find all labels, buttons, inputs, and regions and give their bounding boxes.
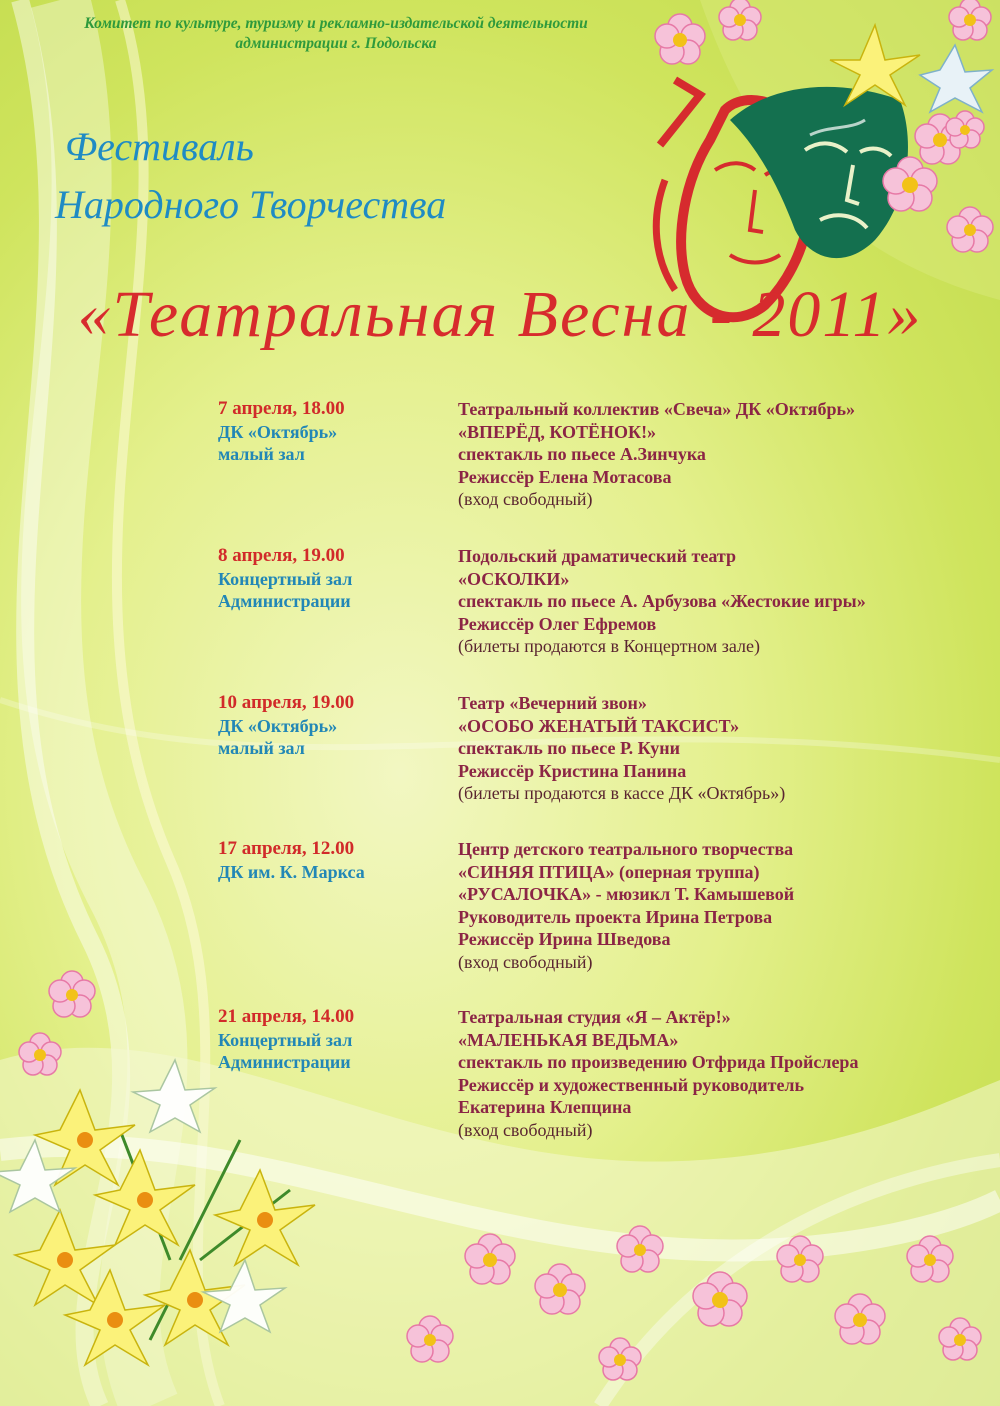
event-venue-block — [218, 398, 448, 466]
event-date: 17 апреля, 12.00 — [218, 838, 355, 859]
event-detail-line: «ОСОБО ЖЕНАТЫЙ ТАКСИСТ» — [458, 715, 740, 736]
event-note: (вход свободный) — [458, 489, 593, 509]
event-company: Театральная студия «Я – Актёр!» — [458, 1007, 731, 1027]
festival-line-2: Народного Творчества — [55, 182, 447, 227]
event-venue-block — [218, 838, 448, 883]
event-venue-line: ДК «Октябрь» — [218, 421, 338, 442]
festival-line-1: Фестиваль — [65, 124, 254, 169]
event-detail-line: «МАЛЕНЬКАЯ ВЕДЬМА» — [458, 1029, 679, 1050]
event-details-block — [458, 545, 978, 658]
event-detail-line: «СИНЯЯ ПТИЦА» (оперная труппа) — [458, 861, 760, 882]
event-detail-line: Режиссёр Елена Мотасова — [458, 466, 672, 487]
event-venue-block — [218, 545, 448, 613]
organizer-text — [0, 14, 672, 54]
event-venue-line: Концертный зал — [218, 568, 353, 589]
event-venue-line: Администрации — [218, 591, 351, 611]
festival-heading — [55, 118, 446, 234]
committee-line-1: Комитет по культуре, туризму и рекламно-издательской деятельности — [84, 15, 588, 32]
event-detail-line: «ВПЕРЁД, КОТЁНОК!» — [458, 421, 657, 442]
event-details-block — [458, 692, 978, 805]
event-date: 10 апреля, 19.00 — [218, 692, 355, 713]
festival-title: «Театральная Весна - 2011» — [77, 278, 923, 351]
event-venue-line: ДК им. К. Маркса — [218, 861, 365, 882]
event-detail-line: Режиссёр Кристина Панина — [458, 760, 687, 781]
flowers-top-right-icon — [640, 0, 1000, 290]
event-note: (вход свободный) — [458, 951, 593, 972]
committee-line-2: администрации г. Подольска — [235, 35, 437, 52]
event-detail-line: Руководитель проекта Ирина Петрова — [458, 906, 773, 927]
event-detail-line: Режиссёр Олег Ефремов — [458, 613, 657, 634]
event-detail-line: «ОСКОЛКИ» — [458, 568, 570, 589]
event-company: Театральный коллектив «Свеча» ДК «Октябрь» — [458, 399, 855, 419]
event-note: (билеты продаются в Концертном зале) — [458, 636, 760, 656]
event-venue-block — [218, 1006, 448, 1074]
event-date: 8 апреля, 19.00 — [218, 545, 345, 566]
event-detail-line: спектакль по пьесе Р. Куни — [458, 738, 681, 758]
event-date: 21 апреля, 14.00 — [218, 1006, 355, 1027]
event-detail-line: Режиссёр Ирина Шведова — [458, 929, 671, 949]
event-detail-line: спектакль по пьесе А. Арбузова «Жестокие игры» — [458, 591, 866, 611]
event-detail-line: «РУСАЛОЧКА» - мюзикл Т. Камышевой — [458, 884, 795, 904]
event-venue-line: Администрации — [218, 1052, 351, 1072]
event-details-block — [458, 838, 978, 973]
event-venue-line: малый зал — [218, 738, 305, 758]
event-note: (вход свободный) — [458, 1119, 593, 1140]
event-venue-block — [218, 692, 448, 760]
event-details-block — [458, 1006, 978, 1141]
event-venue-line: Концертный зал — [218, 1029, 353, 1050]
event-details-block — [458, 398, 978, 511]
event-company: Театр «Вечерний звон» — [458, 693, 647, 713]
event-detail-line: Режиссёр и художественный руководитель — [458, 1074, 805, 1095]
event-detail-line: спектакль по пьесе А.Зинчука — [458, 444, 706, 464]
event-company: Центр детского театрального творчества — [458, 839, 794, 859]
event-venue-line: малый зал — [218, 444, 305, 464]
event-detail-line: спектакль по произведению Отфрида Пройслера — [458, 1052, 859, 1072]
event-company: Подольский драматический театр — [458, 546, 736, 566]
event-venue-line: ДК «Октябрь» — [218, 715, 338, 736]
event-detail-line: Екатерина Клепцина — [458, 1097, 632, 1117]
event-date: 7 апреля, 18.00 — [218, 398, 345, 419]
event-note: (билеты продаются в кассе ДК «Октябрь») — [458, 783, 786, 803]
